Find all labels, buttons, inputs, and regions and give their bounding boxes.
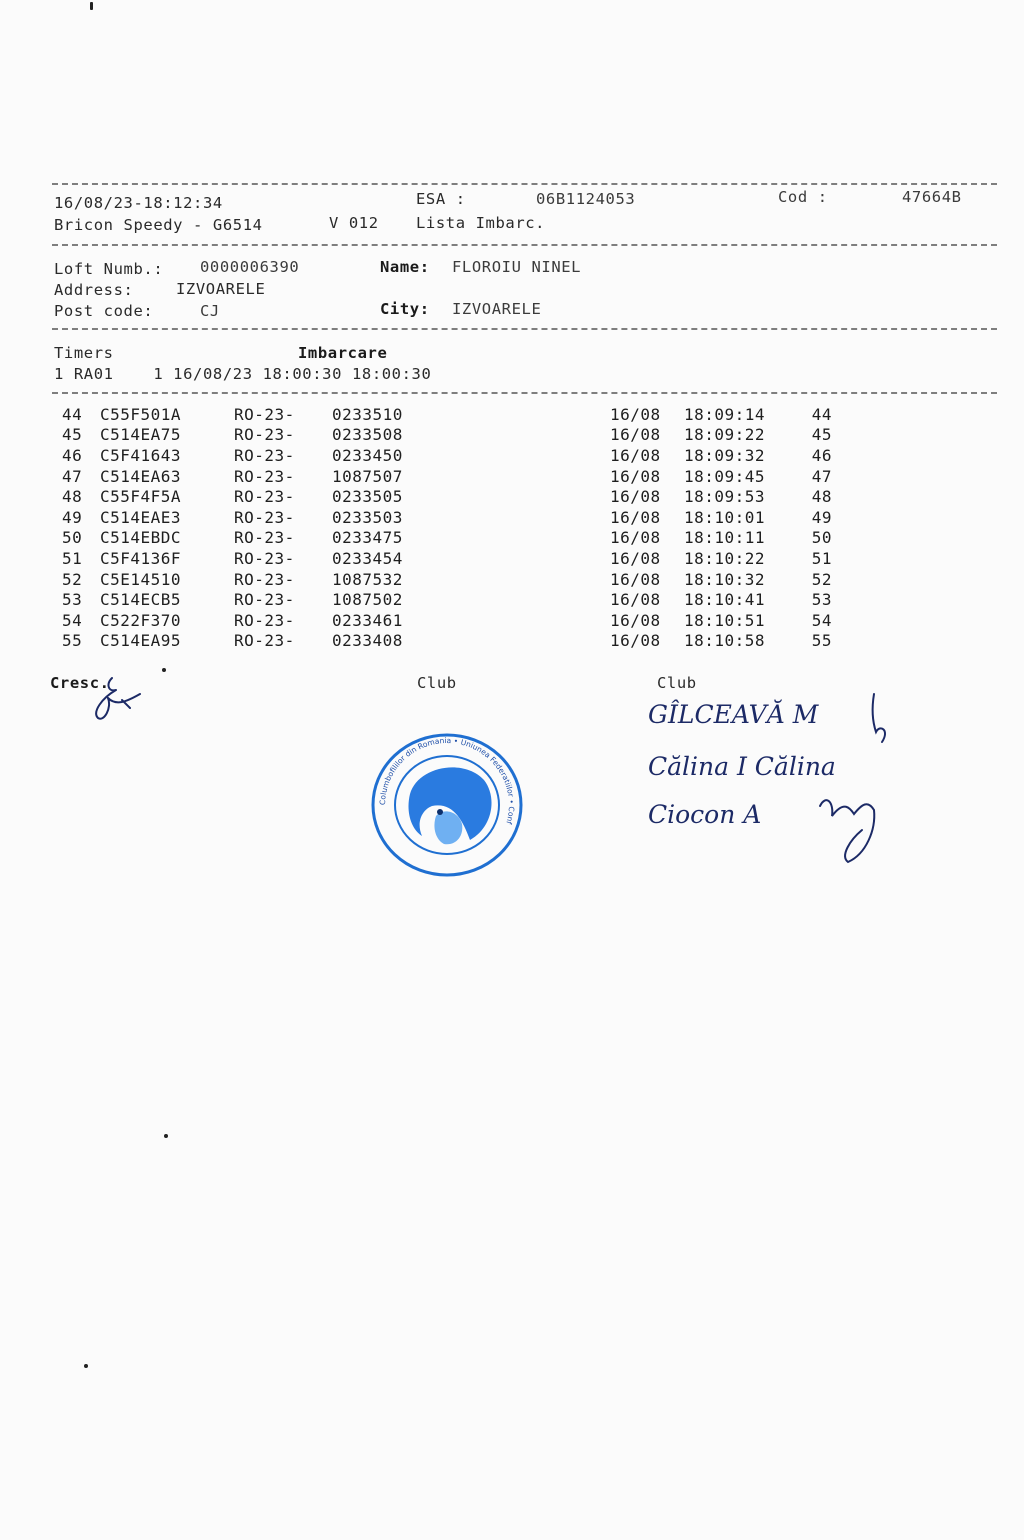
entry-position: 49 bbox=[811, 507, 832, 527]
table-row bbox=[62, 631, 832, 652]
ring-number: 0233505 bbox=[332, 487, 403, 507]
name-value: FLOROIU NINEL bbox=[452, 258, 582, 276]
entry-time: 18:10:11 bbox=[684, 528, 766, 548]
ring-number: 0233475 bbox=[332, 528, 403, 548]
chip-code: C55F4F5A bbox=[100, 487, 182, 507]
entry-index: 52 bbox=[62, 569, 83, 589]
table-row bbox=[62, 507, 832, 528]
cod-value: 47664B bbox=[902, 188, 962, 206]
entry-position: 52 bbox=[811, 569, 832, 589]
commission-member-1: GÎLCEAVĂ M bbox=[648, 700, 819, 729]
header-datetime: 16/08/23-18:12:34 bbox=[54, 194, 223, 212]
commission-signature-3 bbox=[810, 690, 900, 866]
divider-loft bbox=[52, 328, 997, 330]
entry-time: 18:09:53 bbox=[684, 487, 766, 507]
entry-index: 49 bbox=[62, 507, 83, 527]
name-label: Name: bbox=[380, 258, 430, 276]
ring-prefix: RO-23- bbox=[234, 631, 295, 651]
entry-position: 45 bbox=[811, 425, 832, 445]
city-value: IZVOARELE bbox=[452, 300, 542, 318]
address-value: IZVOARELE bbox=[176, 280, 266, 298]
entry-date: 16/08 bbox=[610, 569, 661, 589]
table-row bbox=[62, 569, 832, 590]
chip-code: C514EA95 bbox=[100, 631, 182, 651]
postcode-label: Post code: bbox=[54, 302, 154, 320]
ring-prefix: RO-23- bbox=[234, 445, 295, 465]
club-commission-label: Club bbox=[657, 674, 697, 692]
table-row bbox=[62, 466, 832, 487]
divider-top bbox=[52, 183, 997, 185]
entry-date: 16/08 bbox=[610, 507, 661, 527]
entry-date: 16/08 bbox=[610, 425, 661, 445]
firmware-version: V 012 bbox=[329, 214, 379, 232]
entry-index: 50 bbox=[62, 528, 83, 548]
city-label: City: bbox=[380, 300, 430, 318]
ring-prefix: RO-23- bbox=[234, 590, 295, 610]
ring-prefix: RO-23- bbox=[234, 528, 295, 548]
entry-date: 16/08 bbox=[610, 404, 661, 424]
entry-time: 18:10:41 bbox=[684, 590, 766, 610]
chip-code: C514EA63 bbox=[100, 466, 182, 486]
ring-prefix: RO-23- bbox=[234, 404, 295, 424]
divider-header bbox=[52, 244, 997, 246]
timers-label: Timers bbox=[54, 344, 114, 362]
entry-time: 18:10:32 bbox=[684, 569, 766, 589]
entry-position: 47 bbox=[811, 466, 832, 486]
entry-position: 51 bbox=[811, 548, 832, 568]
ring-prefix: RO-23- bbox=[234, 507, 295, 527]
ring-number: 0233450 bbox=[332, 445, 403, 465]
entry-time: 18:09:22 bbox=[684, 425, 766, 445]
chip-code: C514EAE3 bbox=[100, 507, 182, 527]
signature-stroke-2 bbox=[820, 800, 874, 862]
pigeon-table bbox=[62, 404, 832, 651]
ring-number: 0233510 bbox=[332, 404, 403, 424]
device-name: Bricon Speedy - G6514 bbox=[54, 216, 263, 234]
entry-time: 18:10:01 bbox=[684, 507, 766, 527]
table-row bbox=[62, 425, 832, 446]
entry-date: 16/08 bbox=[610, 466, 661, 486]
entry-position: 46 bbox=[811, 445, 832, 465]
entry-date: 16/08 bbox=[610, 610, 661, 630]
timer-line: 1 RA01 1 16/08/23 18:00:30 18:00:30 bbox=[54, 365, 432, 383]
breeder-signature-label: Cresc. bbox=[50, 674, 110, 692]
commission-member-2: Călina I Călina bbox=[648, 752, 836, 781]
chip-code: C514EA75 bbox=[100, 425, 182, 445]
entry-date: 16/08 bbox=[610, 631, 661, 651]
table-row bbox=[62, 528, 832, 549]
chip-code: C5F41643 bbox=[100, 445, 182, 465]
divider-timers bbox=[52, 392, 997, 394]
entry-index: 51 bbox=[62, 548, 83, 568]
ring-prefix: RO-23- bbox=[234, 425, 295, 445]
entry-position: 50 bbox=[811, 528, 832, 548]
pigeon-eye bbox=[437, 809, 443, 815]
entry-time: 18:09:14 bbox=[684, 404, 766, 424]
entry-date: 16/08 bbox=[610, 528, 661, 548]
postcode-value: CJ bbox=[200, 302, 220, 320]
entry-time: 18:09:45 bbox=[684, 466, 766, 486]
pigeon-table-body bbox=[62, 404, 832, 651]
cod-label: Cod : bbox=[778, 188, 828, 206]
table-row bbox=[62, 610, 832, 631]
entry-index: 53 bbox=[62, 590, 83, 610]
table-row bbox=[62, 404, 832, 425]
ring-number: 1087532 bbox=[332, 569, 403, 589]
entry-position: 55 bbox=[811, 631, 832, 651]
breeder-signature bbox=[82, 672, 152, 728]
ring-number: 1087507 bbox=[332, 466, 403, 486]
entry-index: 46 bbox=[62, 445, 83, 465]
table-row bbox=[62, 445, 832, 466]
ring-prefix: RO-23- bbox=[234, 610, 295, 630]
club-stamp-label: Club bbox=[417, 674, 457, 692]
table-row bbox=[62, 486, 832, 507]
speck bbox=[90, 2, 93, 10]
entry-index: 45 bbox=[62, 425, 83, 445]
entry-position: 44 bbox=[811, 404, 832, 424]
ring-prefix: RO-23- bbox=[234, 466, 295, 486]
speck bbox=[164, 1134, 168, 1138]
commission-member-3: Ciocon A bbox=[648, 800, 762, 829]
table-row bbox=[62, 589, 832, 610]
ring-prefix: RO-23- bbox=[234, 548, 295, 568]
ring-number: 0233503 bbox=[332, 507, 403, 527]
chip-code: C514ECB5 bbox=[100, 590, 182, 610]
entry-date: 16/08 bbox=[610, 487, 661, 507]
ring-number: 0233408 bbox=[332, 631, 403, 651]
esa-label: ESA : bbox=[416, 190, 466, 208]
loft-number-value: 0000006390 bbox=[200, 258, 300, 276]
embark-label: Imbarcare bbox=[298, 344, 388, 362]
entry-index: 47 bbox=[62, 466, 83, 486]
list-title: Lista Imbarc. bbox=[416, 214, 546, 232]
ring-number: 0233454 bbox=[332, 548, 403, 568]
ring-number: 0233461 bbox=[332, 610, 403, 630]
entry-time: 18:10:51 bbox=[684, 610, 766, 630]
entry-date: 16/08 bbox=[610, 590, 661, 610]
loft-number-label: Loft Numb.: bbox=[54, 260, 164, 278]
esa-value: 06B1124053 bbox=[536, 190, 636, 208]
chip-code: C514EBDC bbox=[100, 528, 182, 548]
stamp-circular-text: Columbofililor din Romania • Uniunea Federatiilor • Conf bbox=[377, 735, 517, 826]
chip-code: C55F501A bbox=[100, 404, 182, 424]
table-row bbox=[62, 548, 832, 569]
speck bbox=[84, 1364, 88, 1368]
entry-time: 18:09:32 bbox=[684, 445, 766, 465]
club-stamp bbox=[366, 732, 528, 878]
entry-index: 44 bbox=[62, 404, 83, 424]
entry-date: 16/08 bbox=[610, 445, 661, 465]
speck bbox=[162, 668, 166, 672]
entry-index: 48 bbox=[62, 487, 83, 507]
chip-code: C5E14510 bbox=[100, 569, 182, 589]
signature-stroke-1 bbox=[873, 694, 885, 742]
chip-code: C522F370 bbox=[100, 610, 182, 630]
ring-number: 0233508 bbox=[332, 425, 403, 445]
ring-prefix: RO-23- bbox=[234, 569, 295, 589]
chip-code: C5F4136F bbox=[100, 548, 182, 568]
entry-position: 54 bbox=[811, 610, 832, 630]
entry-index: 54 bbox=[62, 610, 83, 630]
entry-time: 18:10:58 bbox=[684, 631, 766, 651]
ring-number: 1087502 bbox=[332, 590, 403, 610]
ring-prefix: RO-23- bbox=[234, 487, 295, 507]
entry-date: 16/08 bbox=[610, 548, 661, 568]
address-label: Address: bbox=[54, 281, 134, 299]
entry-position: 53 bbox=[811, 590, 832, 610]
entry-index: 55 bbox=[62, 631, 83, 651]
entry-time: 18:10:22 bbox=[684, 548, 766, 568]
entry-position: 48 bbox=[811, 487, 832, 507]
